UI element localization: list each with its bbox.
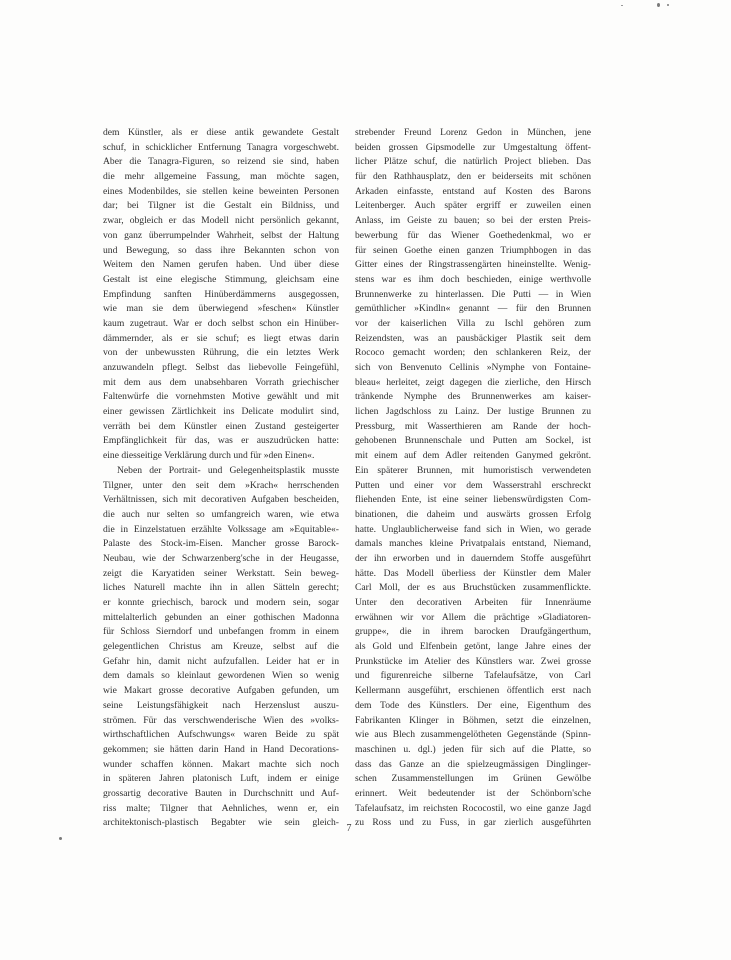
text-line: einer gewissen Zärtlichkeit ins Delicate modulirt sind, bbox=[103, 406, 339, 418]
text-line: licher Plätze schuf, die natürlich Project blieben. Das bbox=[355, 156, 591, 168]
text-line: lichen Jagdschloss zu Lainz. Der lustige Brunnen zu bbox=[355, 406, 591, 418]
text-line: sich von Benvenuto Cellinis »Nymphe von Fontaine- bbox=[355, 362, 591, 373]
text-line: gelegentlichen Christus am Kreuze, selbst auf die bbox=[103, 641, 339, 653]
text-line: Arkaden einfasste, entstand auf Kosten des Barons bbox=[355, 185, 591, 197]
text-line: dem Tode des Künstlers. Der eine, Eigenthum des bbox=[355, 699, 591, 711]
text-line: Gitter eines der Ringstrassengärten hineinstellte. Wenig- bbox=[355, 259, 591, 271]
scan-speck bbox=[621, 5, 623, 6]
text-line: Pressburg, mit Wasserthieren am Rande der hoch- bbox=[355, 420, 591, 432]
text-line: kaum zugetraut. War er doch selbst schon ein Hinüber- bbox=[103, 317, 339, 329]
text-line: Faltenwürfe die vornehmsten Motive gewählt und mit bbox=[103, 391, 339, 403]
text-line: zeigt die Karyatiden seiner Werkstatt. Sein beweg- bbox=[103, 567, 339, 579]
text-line: Aber die Tanagra-Figuren, so reizend sie sind, haben bbox=[103, 156, 339, 168]
text-line: bleau« herleitet, zeigt dagegen die zierliche, den Hirsch bbox=[355, 376, 591, 388]
text-line: eine diesseitige Verklärung durch und für »den Einen«. bbox=[103, 450, 315, 462]
scan-speck bbox=[657, 3, 660, 7]
text-line: erinnert. Weit bedeutender ist der Schönborn'sche bbox=[355, 787, 591, 799]
text-line: Weitem den Namen gerufen haben. Und über diese bbox=[103, 259, 339, 271]
text-line: Neubau, wie der Schwarzenberg'sche in der Heugasse, bbox=[103, 552, 339, 564]
scan-speck bbox=[667, 4, 669, 6]
text-line: hätte. Das Modell überliess der Künstler dem Maler bbox=[355, 567, 591, 579]
text-line: Tafelaufsatz, im reichsten Rococostil, wo eine ganze Jagd bbox=[355, 802, 591, 814]
text-line: hatte. Unglaublicherweise fand sich in Wien, wo gerade bbox=[355, 523, 591, 535]
text-line: gehobenen Brunnenschale und Putten am Sockel, ist bbox=[355, 435, 591, 447]
text-line: wunder schaffen können. Makart machte sich noch bbox=[103, 758, 339, 770]
left-text-column bbox=[103, 126, 339, 831]
text-line: Palaste des Stock-im-Eisen. Mancher grosse Barock- bbox=[103, 538, 339, 550]
text-line: die mehr allgemeine Fassung, man möchte sagen, bbox=[103, 171, 339, 183]
text-line: Ein späterer Brunnen, mit humoristisch verwendeten bbox=[355, 464, 591, 476]
text-line: gekommen; sie hätten darin Hand in Hand Decorations- bbox=[103, 743, 339, 755]
text-line: erwähnen wir vor Allem die prächtige »Gladiatoren- bbox=[355, 611, 591, 623]
text-line: mit einem auf dem Adler reitenden Ganymed gekrönt. bbox=[355, 450, 591, 462]
text-line: dem damals so kleinlaut gewordenen Wien so wenig bbox=[103, 670, 339, 682]
text-line: dem Künstler, als er diese antik gewandete Gestalt bbox=[103, 127, 339, 138]
text-line: maschinen u. dgl.) jeden für sich auf die Platte, so bbox=[355, 743, 591, 755]
text-line: zu Ross und zu Fuss, in gar zierlich ausgeführten bbox=[355, 817, 591, 829]
text-line: Prunkstücke im Atelier des Künstlers war. Zwei grosse bbox=[355, 655, 591, 667]
text-line: Unter den decorativen Arbeiten für Innenräume bbox=[355, 597, 591, 608]
text-line: Fabrikanten Klinger in Böhmen, setzt die einzelnen, bbox=[355, 714, 591, 726]
text-line: damals manches kleine Privatpalais entstand, Niemand, bbox=[355, 538, 591, 550]
text-line: Anlass, im Geiste zu bauen; so bei der ersten Preis- bbox=[355, 215, 591, 227]
text-line: Leitenberger. Auch später ergriff er zuweilen einen bbox=[355, 200, 591, 212]
text-line: bewerbung für das Wiener Goethedenkmal, wo er bbox=[355, 229, 591, 241]
text-line: die auch nur selten so umfangreich waren, wie etwa bbox=[103, 508, 339, 520]
text-line: grossartig decorative Bauten in Durchschnitt und Auf- bbox=[103, 787, 339, 799]
text-line: für seinen Goethe einen ganzen Triumphbogen in das bbox=[355, 244, 591, 256]
text-line: riss malte; Tilgner that Aehnliches, wenn er, ein bbox=[103, 802, 339, 814]
text-line: und figurenreiche silberne Tafelaufsätze, von Carl bbox=[355, 670, 591, 682]
text-line: mittelalterlich gebunden an einer gothischen Madonna bbox=[103, 611, 339, 623]
text-line: liches Naturell machte ihn in allen Sätteln gerecht; bbox=[103, 582, 339, 594]
text-line: Empfindung sanften Hinüberdämmerns ausgegossen, bbox=[103, 288, 339, 300]
text-line: beiden grossen Gipsmodelle zur Umgestaltung öffent- bbox=[355, 141, 591, 153]
text-line: schuf, in schicklicher Entfernung Tanagra vorgeschwebt. bbox=[103, 141, 339, 153]
text-line: seine Leistungsfähigkeit nach Herzenslust auszu- bbox=[103, 699, 339, 711]
text-line: strömen. Für das verschwenderische Wien des »volks- bbox=[103, 714, 339, 726]
right-text-column bbox=[355, 126, 591, 831]
text-line: schen Zusammenstellungen im Grünen Gewölbe bbox=[355, 773, 591, 785]
text-line: strebender Freund Lorenz Gedon in München, jene bbox=[355, 127, 591, 138]
text-line: Kellermann ausgeführt, erschienen öffentlich erst nach bbox=[355, 685, 591, 697]
text-line: Putten und einer vor dem Wasserstrahl erschreckt bbox=[355, 479, 591, 491]
text-line: Brunnenwerke zu hinterlassen. Die Putti — in Wien bbox=[355, 288, 591, 300]
text-line: zwar, obgleich er das Modell nicht persönlich gekannt, bbox=[103, 215, 339, 227]
text-line: die in Einzelstatuen erzählte Volkssage am »Equitable«- bbox=[103, 523, 339, 535]
text-line: in späteren Jahren platonisch Luft, indem er einige bbox=[103, 773, 339, 785]
text-line: er konnte griechisch, barock und modern sein, sogar bbox=[103, 597, 339, 608]
text-line: dar; bei Tilgner ist die Gestalt ein Bildniss, und bbox=[103, 200, 339, 212]
text-line: wie aus Blech zusammengelötheten Gegenstände (Spinn- bbox=[355, 729, 591, 741]
text-line: und Bewegung, so dass ihre Bekannten schon von bbox=[103, 244, 339, 256]
text-line: Carl Moll, der es aus Bruchstücken zusammenflickte. bbox=[355, 582, 591, 594]
text-line: für Schloss Sierndorf und unbefangen fromm in einem bbox=[103, 626, 339, 638]
text-line: gemüthlicher »Kindln« genannt — für den Brunnen bbox=[355, 303, 591, 315]
text-line: dass das Ganze an die spielzeugmässigen Dinglinger- bbox=[355, 758, 591, 770]
text-line: Tilgner, unter den seit dem »Krach« herrschenden bbox=[103, 479, 339, 491]
text-line: von der unbewussten Rührung, die ein letztes Werk bbox=[103, 347, 339, 359]
text-line: eines Modenbildes, sie stellen keine beweinten Personen bbox=[103, 185, 339, 197]
text-line: gruppe«, die in ihrem barocken Draufgängerthum, bbox=[355, 626, 591, 638]
text-line: für den Rathhausplatz, den er beiderseits mit schönen bbox=[355, 171, 591, 183]
text-line: fliehenden Ente, ist eine seiner liebenswürdigsten Com- bbox=[355, 494, 591, 506]
text-line: der ihn erworben und in dauerndem Stoffe ausgeführt bbox=[355, 552, 591, 564]
text-line: wirthschaftlichen Aufschwungs« waren Beide zu spät bbox=[103, 729, 339, 741]
text-line: stens war es ihm doch beschieden, einige werthvolle bbox=[355, 273, 591, 285]
text-line: Reizendsten, was an pausbäckiger Plastik seit dem bbox=[355, 332, 591, 344]
text-line: wie man sie dem überwiegend »feschen« Künstler bbox=[103, 303, 339, 315]
text-line: Neben der Portrait- und Gelegenheitsplastik musste bbox=[117, 464, 339, 476]
text-line: wie Makart grosse decorative Aufgaben gefunden, um bbox=[103, 685, 339, 697]
text-line: als Gold und Elfenbein getönt, lange Jahre eines der bbox=[355, 641, 591, 653]
text-line: mit dem aus dem unabsehbaren Vorrath griechischer bbox=[103, 376, 339, 388]
text-line: Gestalt ist eine elegische Stimmung, gleichsam eine bbox=[103, 273, 339, 285]
text-line: binationen, die daheim und auswärts grossen Erfolg bbox=[355, 508, 591, 520]
text-line: verräth bei dem Künstler einen Zustand gesteigerter bbox=[103, 420, 339, 432]
text-line: Gefahr hin, damit nicht aufzufallen. Leider hat er in bbox=[103, 655, 339, 667]
text-line: architektonisch-plastisch Begabter wie sein gleich- bbox=[103, 817, 339, 829]
text-line: dämmernder, als er sie schuf; es liegt etwas darin bbox=[103, 332, 339, 344]
text-line: Rococo gemacht worden; den schlankeren Reiz, der bbox=[355, 347, 591, 359]
text-line: vor der kaiserlichen Villa zu Ischl gehören zum bbox=[355, 317, 591, 329]
text-line: tränkende Nymphe des Brunnenwerkes am kaiser- bbox=[355, 391, 591, 403]
page-number: 7 bbox=[346, 823, 352, 834]
text-line: Empfänglichkeit für das, was er auszudrücken hatte: bbox=[103, 435, 339, 447]
text-line: Verhältnissen, sich mit decorativen Aufgaben bescheiden, bbox=[103, 494, 339, 506]
text-line: anzuwandeln pflegt. Selbst das liebevolle Feingefühl, bbox=[103, 362, 339, 373]
text-line: von ganz überrumpelnder Wahrheit, selbst der Haltung bbox=[103, 229, 339, 241]
scan-speck bbox=[59, 837, 62, 840]
